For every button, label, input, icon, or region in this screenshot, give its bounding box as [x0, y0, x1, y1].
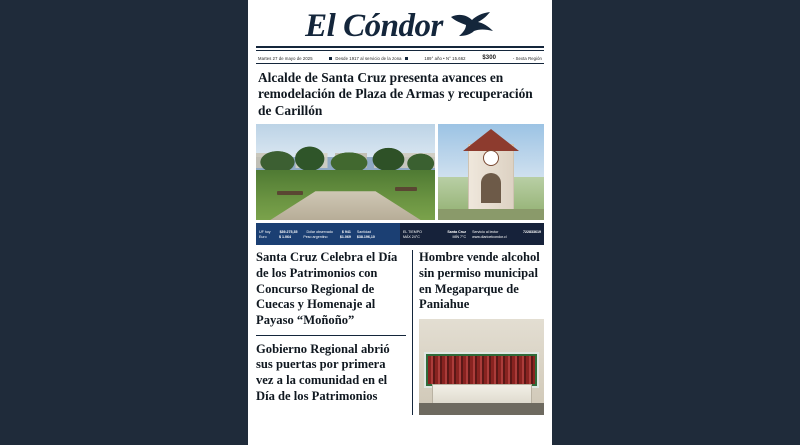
photo-ground — [438, 209, 544, 221]
santidad-cell — [354, 223, 400, 245]
contact-cell — [469, 223, 544, 245]
indicator-row — [259, 230, 351, 234]
indicator-row — [259, 235, 351, 239]
weather-min: MÍN 7°C — [452, 234, 467, 239]
contact-row — [472, 235, 541, 239]
weather-label: EL TIEMPO — [402, 229, 422, 234]
right-column — [412, 250, 544, 415]
secondary-headline-gobierno: Gobierno Regional abrió sus puertas por primera vez a la comunidad en el Día de los Patrimonios — [256, 341, 390, 403]
indicator-value: $ 941 — [341, 229, 351, 234]
bullet-square-icon — [405, 57, 408, 60]
indicator-value: $1.069 — [339, 234, 351, 239]
indicator-label: UF hoy — [259, 229, 271, 234]
indicator-label: Dólar observado — [306, 229, 333, 234]
indicator-label: Santidad — [356, 229, 372, 234]
indicator-value: $39.275,35 — [279, 229, 298, 234]
eagle-icon — [449, 10, 495, 43]
alcohol-seizure-photo — [419, 319, 544, 415]
plaza-de-armas-photo — [256, 124, 435, 220]
masthead-rule — [256, 46, 544, 51]
slogan: Desde 1917 al servicio de la zona — [335, 55, 402, 61]
weather-max: MÁX 24°C — [402, 234, 420, 239]
indicator-value: $38.196,10 — [356, 234, 375, 239]
masthead — [256, 6, 544, 53]
secondary-headline-alcohol: Hombre vende alcohol sin permiso municipal en Megaparque de Paniahue — [419, 250, 540, 312]
tower-arch — [481, 173, 501, 203]
photo-bench — [395, 187, 417, 191]
contact-label: Servicio al lector — [472, 229, 499, 234]
left-background-band — [0, 0, 248, 445]
tower-roof — [463, 129, 519, 151]
right-background-band — [552, 0, 800, 445]
weather-row — [403, 230, 466, 234]
indicator-label: Euro — [259, 234, 267, 239]
newspaper-front-page — [248, 0, 552, 445]
bullet-square-icon — [329, 57, 332, 60]
price-label: $300 — [482, 55, 497, 61]
carillon-tower-photo — [438, 124, 544, 220]
lead-headline: Alcalde de Santa Cruz presenta avances en remodelación de Plaza de Armas y recuperación de Carillón — [258, 70, 533, 118]
left-column — [256, 250, 406, 415]
indicators-strip — [256, 223, 544, 245]
weather-cell — [400, 223, 469, 245]
contact-phone: 722833619 — [523, 229, 541, 234]
photo-table — [424, 352, 539, 389]
photo-bottles — [428, 356, 535, 385]
website-url[interactable]: www.diarioelcondor.cl — [472, 234, 507, 239]
indicator-label: Peso argentino — [303, 234, 328, 239]
weather-city: Santa Cruz — [447, 229, 467, 234]
photo-bench — [277, 191, 303, 195]
indicator-value: $ 1.064 — [278, 234, 291, 239]
column-divider — [256, 335, 406, 336]
lead-photo-row — [256, 124, 544, 220]
edition-info: 189° año • N° 15.662 — [424, 55, 466, 61]
tower-clock-icon — [483, 150, 499, 166]
currency-cell — [256, 223, 354, 245]
contact-row — [472, 230, 541, 234]
slogan-wrap — [329, 56, 407, 61]
region-label: - Sexta Región — [512, 55, 542, 61]
photo-trees — [256, 139, 435, 172]
weather-row — [403, 235, 466, 239]
secondary-headline-cuecas: Santa Cruz Celebra el Día de los Patrimonios con Concurso Regional de Cuecas y Homenaje al Payaso “Moñoño” — [256, 250, 398, 327]
masthead-title: El Cóndor — [305, 8, 443, 44]
issue-date: Martes 27 de mayo de 2025 — [258, 55, 313, 61]
lower-section — [256, 250, 544, 415]
photo-floor — [419, 403, 544, 415]
info-bar — [256, 53, 544, 64]
